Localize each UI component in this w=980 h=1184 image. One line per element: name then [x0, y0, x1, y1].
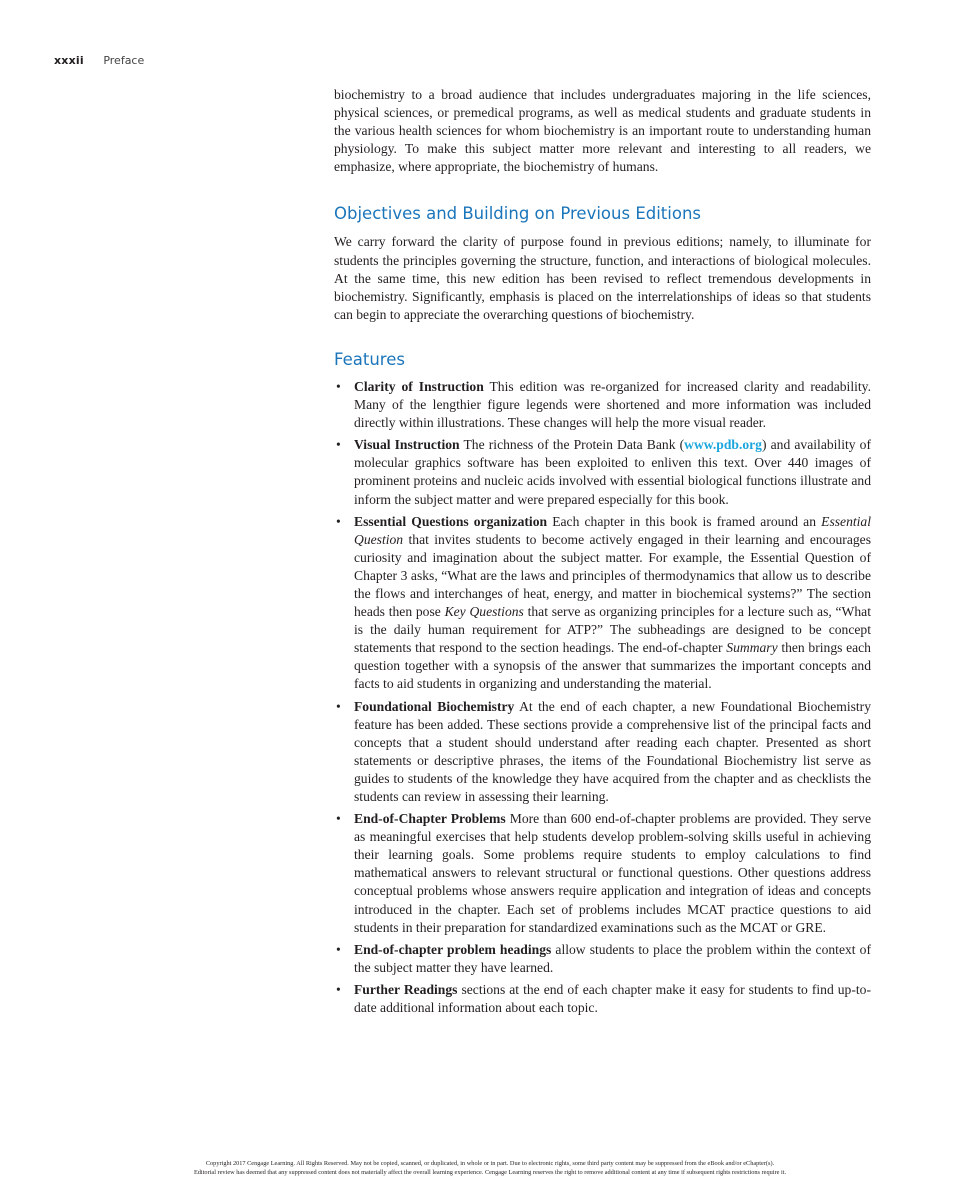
- features-heading: Features: [334, 349, 405, 369]
- objectives-paragraph: We carry forward the clarity of purpose found in previous editions; namely, to illuminate for students the principles governing the structure, function, and interactions of biological molecules. At the same time, this new edition has been revised to reflect tremendous developments in biochemistry. Significantly, emphasis is placed on the interrelationships of ideas so that students can begin to appreciate the overarching questions of biochemistry.: [334, 234, 871, 322]
- feature-emphasis: Essential Question: [354, 513, 871, 547]
- copyright-line-2: Editorial review has deemed that any suppressed content does not materially affect the overall learning experience. Cengage Learning reserves the right to remove additional content at any time if subsequent rights restrictions require it.: [193, 1168, 787, 1176]
- feature-text: that serve as organizing principles for a lecture such as, “What is the daily human requirement for ATP?” The subheadings are designed to be concept statements that respond to the section headings. The end-of-chapter: [354, 604, 871, 656]
- features-list: [334, 378, 871, 1017]
- intro-paragraph: biochemistry to a broad audience that includes undergraduates majoring in the life sciences, physical sciences, or premedical programs, as well as medical students and graduate students in the various health sciences for whom biochemistry is an important route to understanding human physiology. To make this subject matter more relevant and interesting to all readers, we emphasize, where appropriate, the biochemistry of humans.: [334, 87, 871, 175]
- feature-title: End-of-Chapter Problems: [354, 811, 506, 827]
- feature-text: This edition was re-organized for increased clarity and readability. Many of the lengthier figure legends were shortened and more information was included directly within illustrations. These changes will help the more visual reader.: [354, 378, 871, 431]
- objectives-heading: Objectives and Building on Previous Editions: [334, 204, 702, 224]
- feature-text: that invites students to become actively engaged in their learning and encourages curiosity and imagination about the subject matter. For example, the Essential Question of Chapter 3 asks, “What are the laws and principles of thermodynamics that allow us to describe the flows and interchanges of heat, energy, and matter in biochemical systems?” The section heads then pose: [354, 531, 871, 620]
- feature-text: allow students to place the problem within the context of the subject matter they have learned.: [354, 941, 871, 975]
- bullet-icon: •: [336, 981, 341, 997]
- feature-text: Each chapter in this book is framed around an: [552, 513, 817, 529]
- feature-text: then brings each question together with a synopsis of the answer that summarizes the important concepts and facts to aid students in organizing and understanding the material.: [354, 640, 871, 692]
- feature-text: sections at the end of each chapter make it easy for students to find up-to-date additional information about each topic.: [354, 981, 871, 1016]
- feature-item-essential-questions: [334, 513, 871, 694]
- feature-item-foundational-biochemistry: [334, 698, 871, 807]
- running-head-section: Preface: [103, 54, 145, 67]
- feature-title: Visual Instruction: [354, 437, 460, 453]
- feature-title: Clarity of Instruction: [354, 378, 484, 394]
- feature-item-problem-headings: [334, 941, 871, 977]
- feature-emphasis: Summary: [726, 640, 778, 656]
- feature-text-continued: ) and availability of molecular graphics software has been exploited to enliven this text. Over 440 images of prominent proteins and nucleic acids involved with essential biological functions illustrate and inform the subject matter and were prepared especially for this book.: [354, 437, 872, 507]
- running-head: [54, 54, 144, 67]
- bullet-icon: •: [336, 513, 341, 529]
- objectives-section: [334, 204, 871, 323]
- feature-title: End-of-chapter problem headings: [354, 941, 552, 957]
- copyright-line-1: Copyright 2017 Cengage Learning. All Rights Reserved. May not be copied, scanned, or duplicated, in whole or in part. Due to electronic rights, some third party content may be suppressed from the eBook and/or eChapter(s).: [205, 1160, 775, 1167]
- feature-title: Essential Questions organization: [354, 513, 548, 529]
- feature-text: The richness of the Protein Data Bank (: [463, 437, 685, 453]
- features-section: [334, 350, 871, 1017]
- feature-title: Further Readings: [354, 981, 458, 997]
- feature-text: At the end of each chapter, a new Foundational Biochemistry feature has been added. These sections provide a comprehensive list of the principal facts and concepts that a student should understand after reading each chapter. Presented as short statements or descriptive phrases, the items of the Foundational Biochemistry list serve as guides to students of the knowledge they have acquired from the chapter and as checklists the students can review in assessing their learning.: [354, 698, 872, 804]
- bullet-icon: •: [336, 941, 341, 957]
- feature-title: Foundational Biochemistry: [354, 698, 515, 714]
- feature-item-visual-instruction: [334, 436, 871, 508]
- feature-text: More than 600 end-of-chapter problems are provided. They serve as meaningful exercises that help students develop problem-solving skills useful in achieving their learning goals. Some problems require students to employ calculations to find mathematical answers to relevant structural or functional questions. Other questions address conceptual problems whose answers require application and integration of ideas and concepts introduced in the chapter. Each set of problems includes MCAT practice questions to aid students in their preparation for standardized examinations such as the MCAT or GRE.: [354, 811, 872, 935]
- feature-item-end-of-chapter-problems: [334, 810, 871, 937]
- copyright-footer: [0, 1160, 980, 1177]
- pdb-link[interactable]: www.pdb.org: [684, 437, 762, 453]
- page-number: xxxii: [54, 54, 84, 67]
- bullet-icon: •: [336, 378, 341, 394]
- feature-item-clarity-of-instruction: [334, 378, 871, 432]
- bullet-icon: •: [336, 437, 341, 453]
- main-text-column: [334, 86, 871, 1021]
- feature-emphasis: Key Questions: [444, 604, 524, 620]
- bullet-icon: •: [336, 811, 341, 827]
- feature-item-further-readings: [334, 981, 871, 1017]
- bullet-icon: •: [336, 698, 341, 714]
